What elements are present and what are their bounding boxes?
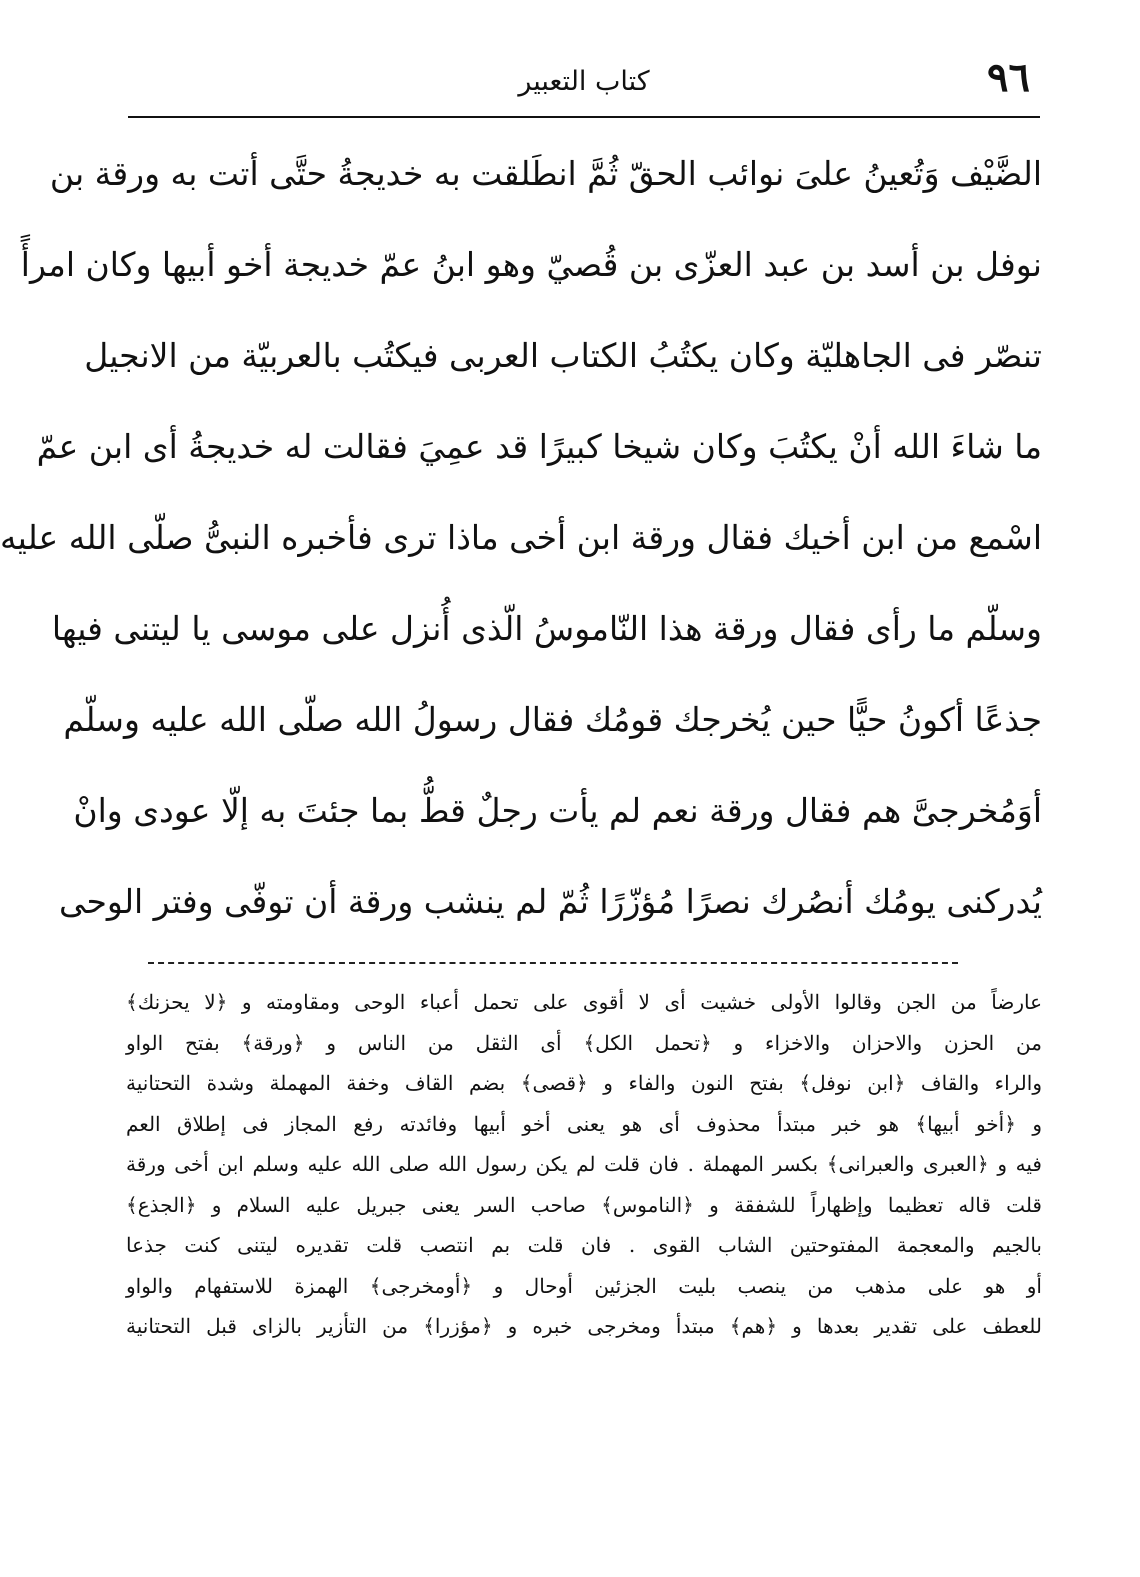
main-text-line: تنصّر فى الجاهليّة وكان يكتُبُ الكتاب العربى فيكتُب بالعربيّة من الانجيل bbox=[84, 336, 1042, 375]
footnote-line: قلت قاله تعظيما وإظهاراً للشفقة و ﴿الناموس﴾ صاحب السر يعنى جبريل عليه السلام و ﴿الجذع﴾ bbox=[126, 1192, 1042, 1217]
main-text-line: جذعًا أكونُ حيًّا حين يُخرجك قومُك فقال رسولُ الله صلّى الله عليه وسلّم bbox=[63, 700, 1042, 739]
page-header bbox=[128, 48, 1040, 110]
running-title: كتاب التعبير bbox=[518, 66, 650, 97]
main-text bbox=[0, 128, 1042, 948]
footnote-line: بالجيم والمعجمة المفتوحتين الشاب القوى . فان قلت بم انتصب قلت تقديره ليتنى كنت جذعا bbox=[126, 1233, 1042, 1257]
main-text-line: اسْمع من ابن أخيك فقال ورقة ابن أخى ماذا ترى فأخبره النبىُّ صلّى الله عليه bbox=[0, 518, 1042, 557]
header-rule bbox=[128, 116, 1040, 118]
footnote-line: و ﴿أخو أبيها﴾ هو خبر مبتدأ محذوف أى هو يعنى أخو أبيها وفائدته رفع المجاز فى إطلاق العم bbox=[126, 1111, 1042, 1136]
footnote-separator bbox=[148, 962, 958, 964]
footnote-line: أو هو على مذهب من ينصب بليت الجزئين أوحال و ﴿أومخرجى﴾ الهمزة للاستفهام والواو bbox=[126, 1273, 1042, 1298]
main-text-line: وسلّم ما رأى فقال ورقة هذا النّاموسُ الّذى أُنزل على موسى يا ليتنى فيها bbox=[51, 609, 1042, 648]
main-text-line: نوفل بن أسد بن عبد العزّى بن قُصيّ وهو ابنُ عمّ خديجة أخو أبيها وكان امرأً bbox=[20, 245, 1042, 284]
main-text-line: يُدركنى يومُك أنصُرك نصرًا مُؤزّرًا ثُمّ لم ينشب ورقة أن توفّى وفتر الوحى bbox=[59, 882, 1042, 921]
footnote-line: فيه و ﴿العبرى والعبرانى﴾ بكسر المهملة . فان قلت لم يكن رسول الله صلى الله عليه وسلم ابن أخى ورقة bbox=[126, 1152, 1042, 1176]
main-text-line: أوَمُخرجىَّ هم فقال ورقة نعم لم يأت رجلٌ قطُّ بما جئتَ به إلّا عودى وانْ bbox=[73, 791, 1042, 830]
main-text-line: ما شاءَ الله أنْ يكتُبَ وكان شيخا كبيرًا قد عمِيَ فقالت له خديجةُ أى ابن عمّ bbox=[36, 427, 1042, 466]
footnote-line: من الحزن والاحزان والاخزاء و ﴿تحمل الكل﴾ أى الثقل من الناس و ﴿ورقة﴾ بفتح الواو bbox=[126, 1030, 1042, 1055]
page-number: ٩٦ bbox=[987, 54, 1030, 101]
footnote-line: والراء والقاف ﴿ابن نوفل﴾ بفتح النون والفاء و ﴿قصى﴾ بضم القاف وخفة المهملة وشدة التحتانية bbox=[126, 1071, 1042, 1095]
footnotes bbox=[126, 982, 1042, 1442]
footnote-line: للعطف على تقدير بعدها و ﴿هم﴾ مبتدأ ومخرجى خبره و ﴿مؤزرا﴾ من التأزير بالزاى قبل التحتانية bbox=[126, 1314, 1042, 1338]
main-text-line: الضَّيْف وَتُعينُ علىَ نوائب الحقّ ثُمَّ انطَلقت به خديجةُ حتَّى أتت به ورقة بن bbox=[49, 154, 1042, 193]
footnote-line: عارضاً من الجن وقالوا الأولى خشيت أى لا أقوى على تحمل أعباء الوحى ومقاومته و ﴿لا يحزنك﴾ bbox=[126, 990, 1042, 1014]
